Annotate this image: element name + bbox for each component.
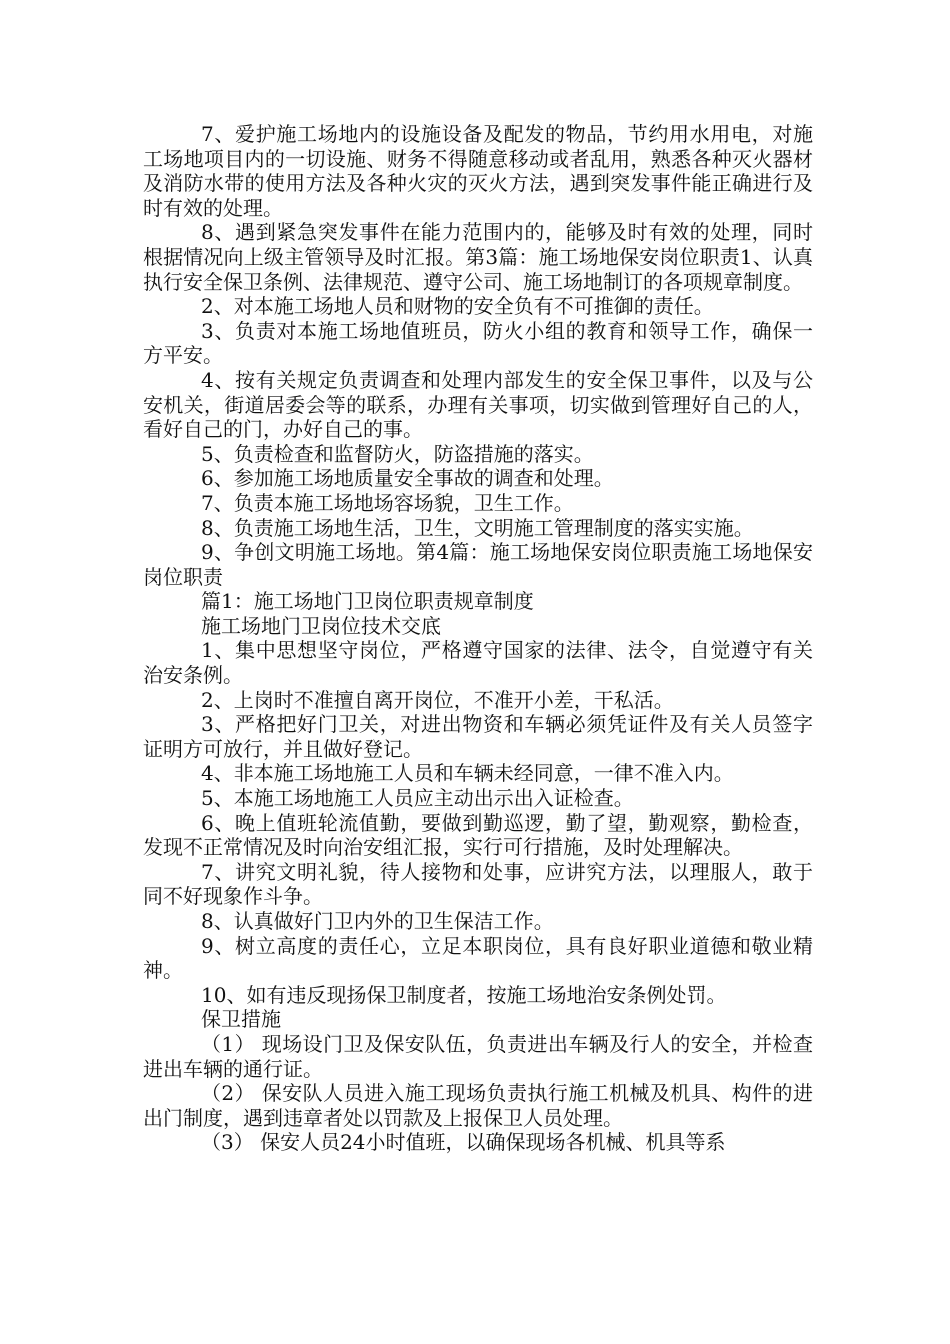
paragraph: 8、遇到紧急突发事件在能力范围内的，能够及时有效的处理，同时根据情况向上级主管领导及时汇报。第3篇：施工场地保安岗位职责1、认真执行安全保卫条例、法律规范、遵守公司、施工场地制订的各项规章制度。 <box>143 220 813 294</box>
paragraph: （3） 保安人员24小时值班，以确保现场各机械、机具等系 <box>201 1130 726 1155</box>
paragraph: 7、爱护施工场地内的设施设备及配发的物品，节约用水用电，对施工场地项目内的一切设施、财务不得随意移动或者乱用，熟悉各种灭火器材及消防水带的使用方法及各种火灾的灭火方法，遇到突发事件能正确进行及时有效的处理。 <box>143 122 813 220</box>
paragraph: 1、集中思想坚守岗位，严格遵守国家的法律、法令，自觉遵守有关治安条例。 <box>143 638 813 688</box>
paragraph: 8、负责施工场地生活，卫生，文明施工管理制度的落实实施。 <box>201 515 754 540</box>
paragraph: （2） 保安队人员进入施工现场负责执行施工机械及机具、构件的进出门制度，遇到违章者处以罚款及上报保卫人员处理。 <box>143 1081 813 1130</box>
paragraph: 5、负责检查和监督防火，防盗措施的落实。 <box>201 441 594 466</box>
section-heading: 篇1：施工场地门卫岗位职责规章制度 <box>201 589 534 614</box>
paragraph: 8、认真做好门卫内外的卫生保洁工作。 <box>201 909 554 933</box>
paragraph: 4、按有关规定负责调查和处理内部发生的安全保卫事件，以及与公安机关，街道居委会等的联系，办理有关事项，切实做到管理好自己的人，看好自己的门，办好自己的事。 <box>143 367 813 442</box>
paragraph: 7、负责本施工场地场容场貌，卫生工作。 <box>201 490 574 515</box>
paragraph: 3、严格把好门卫关，对进出物资和车辆必须凭证件及有关人员签字证明方可放行，并且做好登记。 <box>143 712 813 761</box>
paragraph: 10、如有违反现扬保卫制度者，按施工场地治安条例处罚。 <box>201 982 727 1007</box>
paragraph: 7、讲究文明礼貌，待人接物和处事，应讲究方法，以理服人，敢于同不好现象作斗争。 <box>143 859 813 909</box>
paragraph: （1） 现场设门卫及保安队伍，负责进出车辆及行人的安全，并检查进出车辆的通行证。 <box>143 1031 813 1081</box>
paragraph: 4、非本施工场地施工人员和车辆未经同意，一律不准入内。 <box>201 761 734 786</box>
paragraph: 2、对本施工场地人员和财物的安全负有不可推御的责任。 <box>201 294 714 319</box>
document-body <box>143 122 813 1155</box>
section-heading: 施工场地门卫岗位技术交底 <box>201 613 441 638</box>
paragraph: 5、本施工场地施工人员应主动出示出入证检查。 <box>201 786 634 811</box>
paragraph: 2、上岗时不准擅自离开岗位，不准开小差，干私活。 <box>201 687 674 712</box>
paragraph: 9、树立高度的责任心，立足本职岗位，具有良好职业道德和敬业精神。 <box>143 933 813 983</box>
paragraph: 3、负责对本施工场地值班员，防火小组的教育和领导工作，确保一方平安。 <box>143 318 813 368</box>
section-heading: 保卫措施 <box>201 1007 281 1032</box>
paragraph: 6、晚上值班轮流值勤，要做到勤巡逻，勤了望，勤观察，勤检查，发现不正常情况及时向治安组汇报，实行可行措施，及时处理解决。 <box>143 810 813 860</box>
paragraph: 9、争创文明施工场地。第4篇：施工场地保安岗位职责施工场地保安岗位职责 <box>143 540 813 589</box>
paragraph: 6、参加施工场地质量安全事故的调查和处理。 <box>201 466 614 491</box>
